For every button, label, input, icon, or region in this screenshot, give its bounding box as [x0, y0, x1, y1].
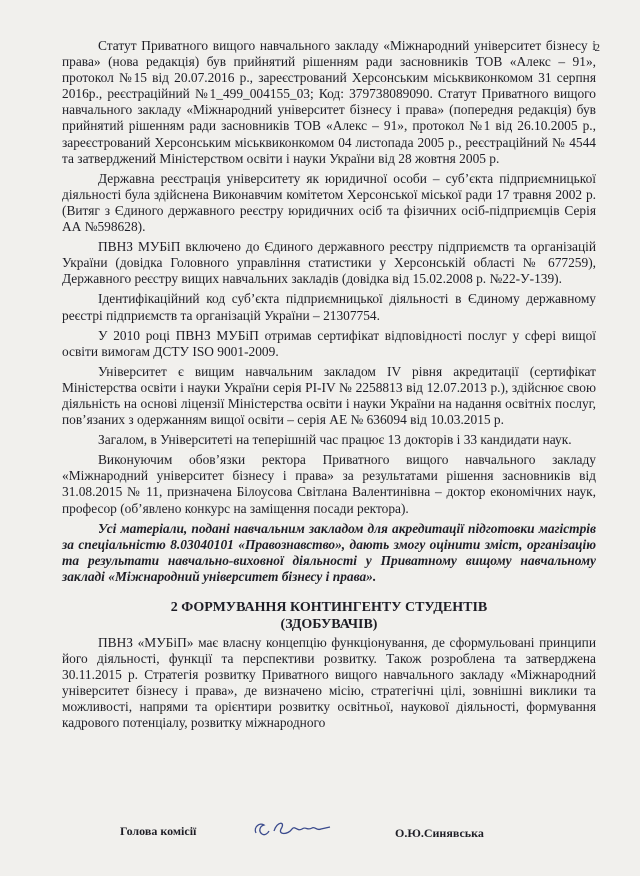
paragraph-staff: Загалом, в Університеті на теперішній час працює 13 докторів і 33 кандидати наук. [98, 432, 572, 448]
handwritten-signature [252, 816, 334, 846]
paragraph-statute: Статут Приватного вищого навчального закладу «Міжнародний університет бізнесу і права» (нова редакція) був прийнятий рішенням ради засновників ТОВ «Алекс – 91», протокол №15 від 20.07.2016 р., зареєстрований Херсонським міськвиконкомом 31 серпня 2016р., реєстраційний №1_499_004155_03; Код: 379738089090. Статут Приватного вищого навчального закладу «Міжнародний університет бізнесу і права» (попередня редакція) був прийнятий рішенням ради засновників ТОВ «Алекс – 91», протокол №1 від 26.10.2005 р., зареєстрований Херсонським міськвиконкомом 04 листопада 2005 р., реєстраційний № 4544 та затверджений Міністерством освіти і науки України від 28 жовтня 2005 р. [62, 38, 596, 166]
paragraph-concept: ПВНЗ «МУБіП» має власну концепцію функціонування, де сформульовані принципи його діяльності, функції та перспективи розвитку. Також розроблена та затверджена 30.11.2015 р. Стратегія розвитку Приватного вищого навчального закладу «Міжнародний університет бізнесу і права», де визначено місію, стратегічні цілі, зовнішні виклики та можливості, напрями та орієнтири розвитку освітньої, наукової діяльності, формування кадрового потенціалу, розвитку міжнародного [62, 635, 596, 731]
paragraph-iso-certificate: У 2010 році ПВНЗ МУБіП отримав сертифікат відповідності послуг у сфері вищої освіти вимогам ДСТУ ISO 9001-2009. [62, 327, 596, 359]
commission-head-label: Голова комісії [120, 824, 197, 838]
signer-name: О.Ю.Синявська [395, 826, 484, 840]
paragraph-accreditation: Університет є вищим навчальним закладом IV рівня акредитації (сертифікат Міністерства освіти і науки України серія РІ-IV № 2258813 від 12.07.2013 р.), здійснює свою діяльність на основі ліцензії Міністерства освіти і науки України на надання освітніх послуг, пов’язаних з одержанням вищої освіти – серія АЕ № 636094 від 10.03.2015 р. [62, 363, 596, 428]
section-title-line-1: 2 ФОРМУВАННЯ КОНТИНГЕНТУ СТУДЕНТІВ [170, 600, 488, 615]
signature-block [120, 820, 540, 846]
page-number: 2 [594, 42, 600, 54]
paragraph-register-inclusion: ПВНЗ МУБіП включено до Єдиного державного реєстру підприємств та організацій України (довідка Головного управління статистики у Херсонській області № 677259), Державного реєстру вищих навчальних закладів (довідка від 15.02.2008 р. №22-У-139). [62, 239, 596, 287]
paragraph-rector: Виконуючим обов’язки ректора Приватного вищого навчального закладу «Міжнародний університет бізнесу і права» за результатами рішення засновників від 31.08.2015 № 11, призначена Білоусова Світлана Валентинівна – доктор економічних наук, професор (об’явлено конкурс на заміщення посади ректора). [62, 452, 596, 516]
section-title-line-2: (ЗДОБУВАЧІВ) [280, 617, 378, 632]
paragraph-state-registration: Державна реєстрація університету як юридичної особи – суб’єкта підприємницької діяльності була здійснена Виконавчим комітетом Херсонської міської ради 17 травня 2002 р. (Витяг з Єдиного державного реєстру юридичних осіб та фізичних осіб-підприємців Серія АА №598628). [62, 170, 596, 235]
paragraph-identification-code: Ідентифікаційний код суб’єкта підприємницької діяльності в Єдиному державному реєстрі підприємств та організацій України – 21307754. [62, 291, 596, 323]
paragraph-conclusion: Усі матеріали, подані навчальним закладом для акредитації підготовки магістрів за спеціальністю 8.03040101 «Правознавство», дають змогу оцінити зміст, організацію та результати навчально-виховної діяльності у Приватному вищому навчальному закладі «Міжнародний університет бізнесу і права». [62, 520, 596, 584]
section-title [62, 599, 596, 633]
